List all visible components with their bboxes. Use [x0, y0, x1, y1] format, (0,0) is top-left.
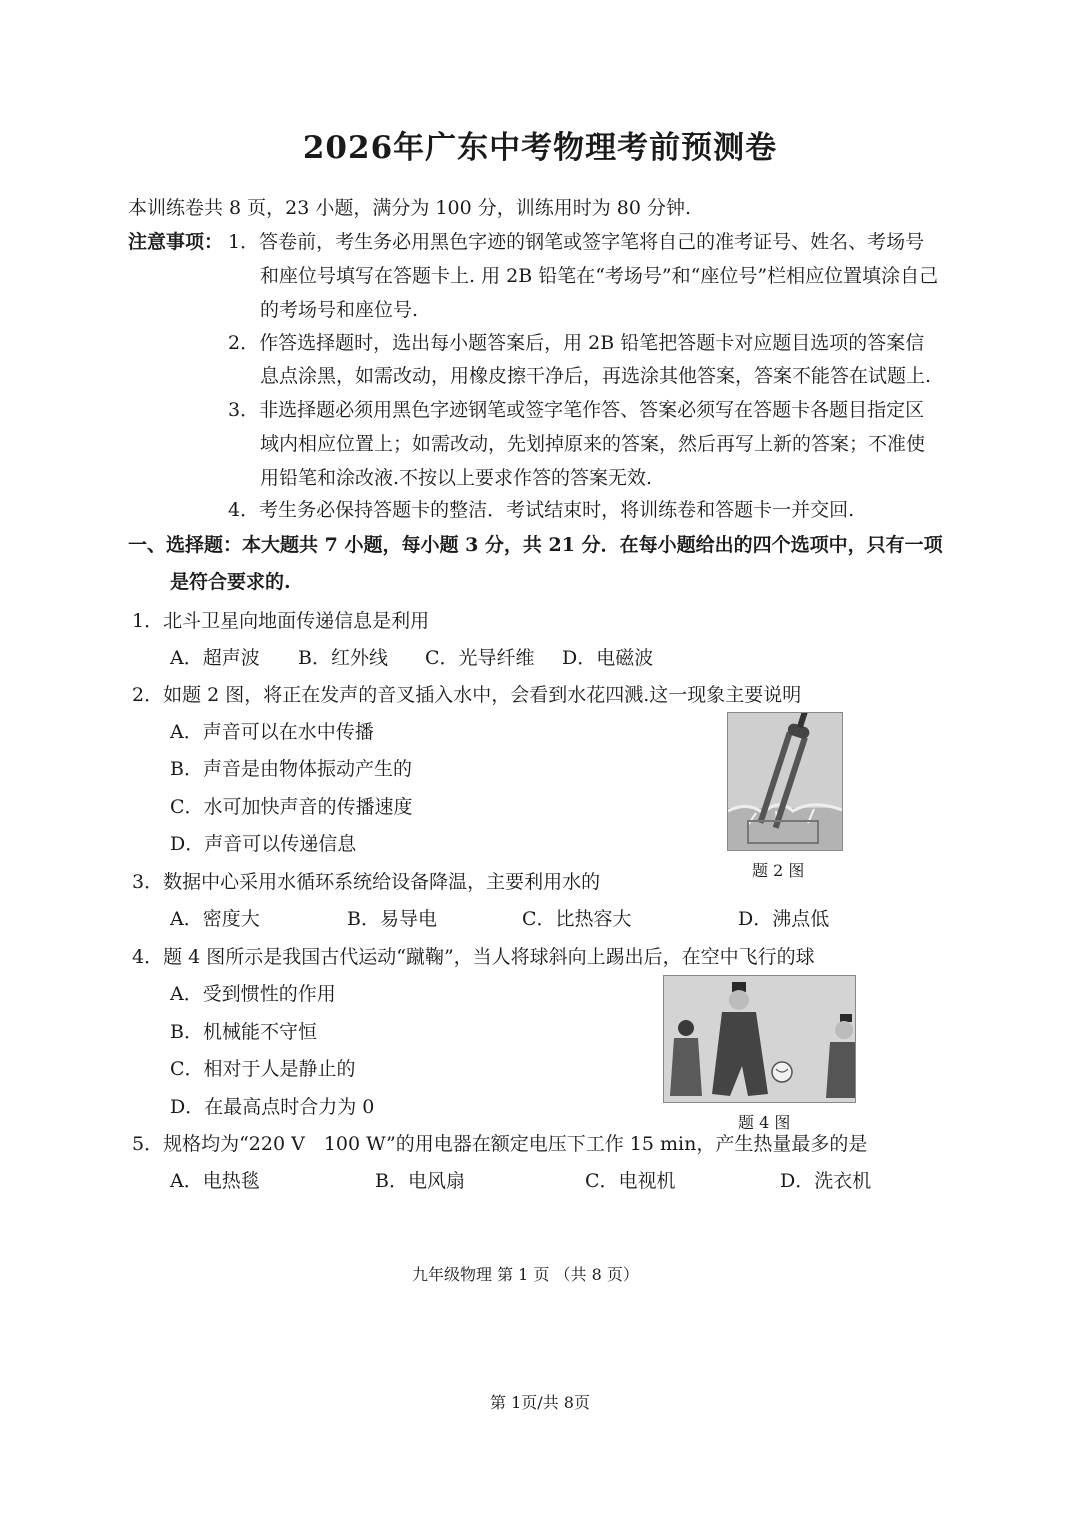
- q4-option-a: A．受到惯性的作用: [170, 983, 336, 1005]
- page-indicator: 第 1页/共 8页: [490, 1393, 590, 1412]
- note-line: 的考场号和座位号.: [260, 299, 419, 321]
- q4-option-b: B．机械能不守恒: [170, 1021, 317, 1043]
- q3-option-b: B．易导电: [347, 908, 437, 930]
- exam-title: 2026年广东中考物理考前预测卷: [302, 130, 778, 166]
- note-line: 和座位号填写在答题卡上. 用 2B 铅笔在“考场号”和“座位号”栏相应位置填涂自己: [260, 265, 939, 287]
- q2-option-a: A．声音可以在水中传播: [170, 721, 374, 743]
- question-3-stem: 3．数据中心采用水循环系统给设备降温，主要利用水的: [132, 871, 601, 893]
- note-line: 域内相应位置上；如需改动，先划掉原来的答案，然后再写上新的答案；不准使: [260, 433, 926, 455]
- note-line: 4．考生务必保持答题卡的整洁．考试结束时，将训练卷和答题卡一并交回.: [228, 499, 855, 521]
- q1-option-c: C．光导纤维: [425, 647, 535, 669]
- q3-option-a: A．密度大: [170, 908, 260, 930]
- exam-intro: 本训练卷共 8 页，23 小题，满分为 100 分，训练用时为 80 分钟.: [128, 197, 692, 219]
- notes-label: 注意事项：: [128, 231, 224, 253]
- question-1-stem: 1．北斗卫星向地面传递信息是利用: [132, 610, 430, 632]
- page-footer: 九年级物理 第 1 页 （共 8 页）: [412, 1265, 639, 1284]
- note-line: 3．非选择题必须用黑色字迹钢笔或签字笔作答、答案必须写在答题卡各题目指定区: [228, 399, 925, 421]
- q1-option-b: B．红外线: [298, 647, 388, 669]
- q1-option-a: A．超声波: [170, 647, 260, 669]
- q3-option-d: D．沸点低: [738, 908, 830, 930]
- cuju-illustration: [664, 976, 855, 1102]
- question-4-stem: 4．题 4 图所示是我国古代运动“蹴鞠”，当人将球斜向上踢出后，在空中飞行的球: [132, 946, 815, 968]
- tuning-fork-figure: [727, 712, 843, 851]
- q5-option-b: B．电风扇: [375, 1170, 465, 1192]
- note-line: 用铅笔和涂改液.不按以上要求作答的答案无效.: [260, 467, 653, 489]
- question-5-stem: 5．规格均为“220 V 100 W”的用电器在额定电压下工作 15 min，产生热量最多的是: [132, 1133, 868, 1155]
- tuning-fork-illustration: [728, 713, 842, 850]
- q4-option-d: D．在最高点时合力为 0: [170, 1096, 375, 1118]
- q4-option-c: C．相对于人是静止的: [170, 1058, 356, 1080]
- q2-option-c: C．水可加快声音的传播速度: [170, 796, 413, 818]
- q5-option-a: A．电热毯: [170, 1170, 260, 1192]
- note-line: 2．作答选择题时，选出每小题答案后，用 2B 铅笔把答题卡对应题目选项的答案信: [228, 332, 925, 354]
- question-2-stem: 2．如题 2 图，将正在发声的音叉插入水中，会看到水花四溅.这一现象主要说明: [132, 684, 802, 706]
- q2-option-d: D．声音可以传递信息: [170, 833, 357, 855]
- q5-option-c: C．电视机: [585, 1170, 676, 1192]
- cuju-figure: [663, 975, 856, 1103]
- section-heading: 一、选择题：本大题共 7 小题，每小题 3 分，共 21 分．在每小题给出的四个选项中，只有一项: [128, 534, 943, 556]
- q3-option-c: C．比热容大: [522, 908, 632, 930]
- note-line: 息点涂黑，如需改动，用橡皮擦干净后，再选涂其他答案，答案不能答在试题上.: [260, 365, 932, 387]
- q2-option-b: B．声音是由物体振动产生的: [170, 758, 412, 780]
- section-heading-cont: 是符合要求的.: [170, 571, 291, 593]
- q1-option-d: D．电磁波: [562, 647, 654, 669]
- figure-4-caption: 题 4 图: [738, 1113, 791, 1132]
- figure-2-caption: 题 2 图: [752, 861, 805, 880]
- q5-option-d: D．洗衣机: [780, 1170, 872, 1192]
- note-line: 1．答卷前，考生务必用黑色字迹的钢笔或签字笔将自己的准考证号、姓名、考场号: [228, 231, 925, 253]
